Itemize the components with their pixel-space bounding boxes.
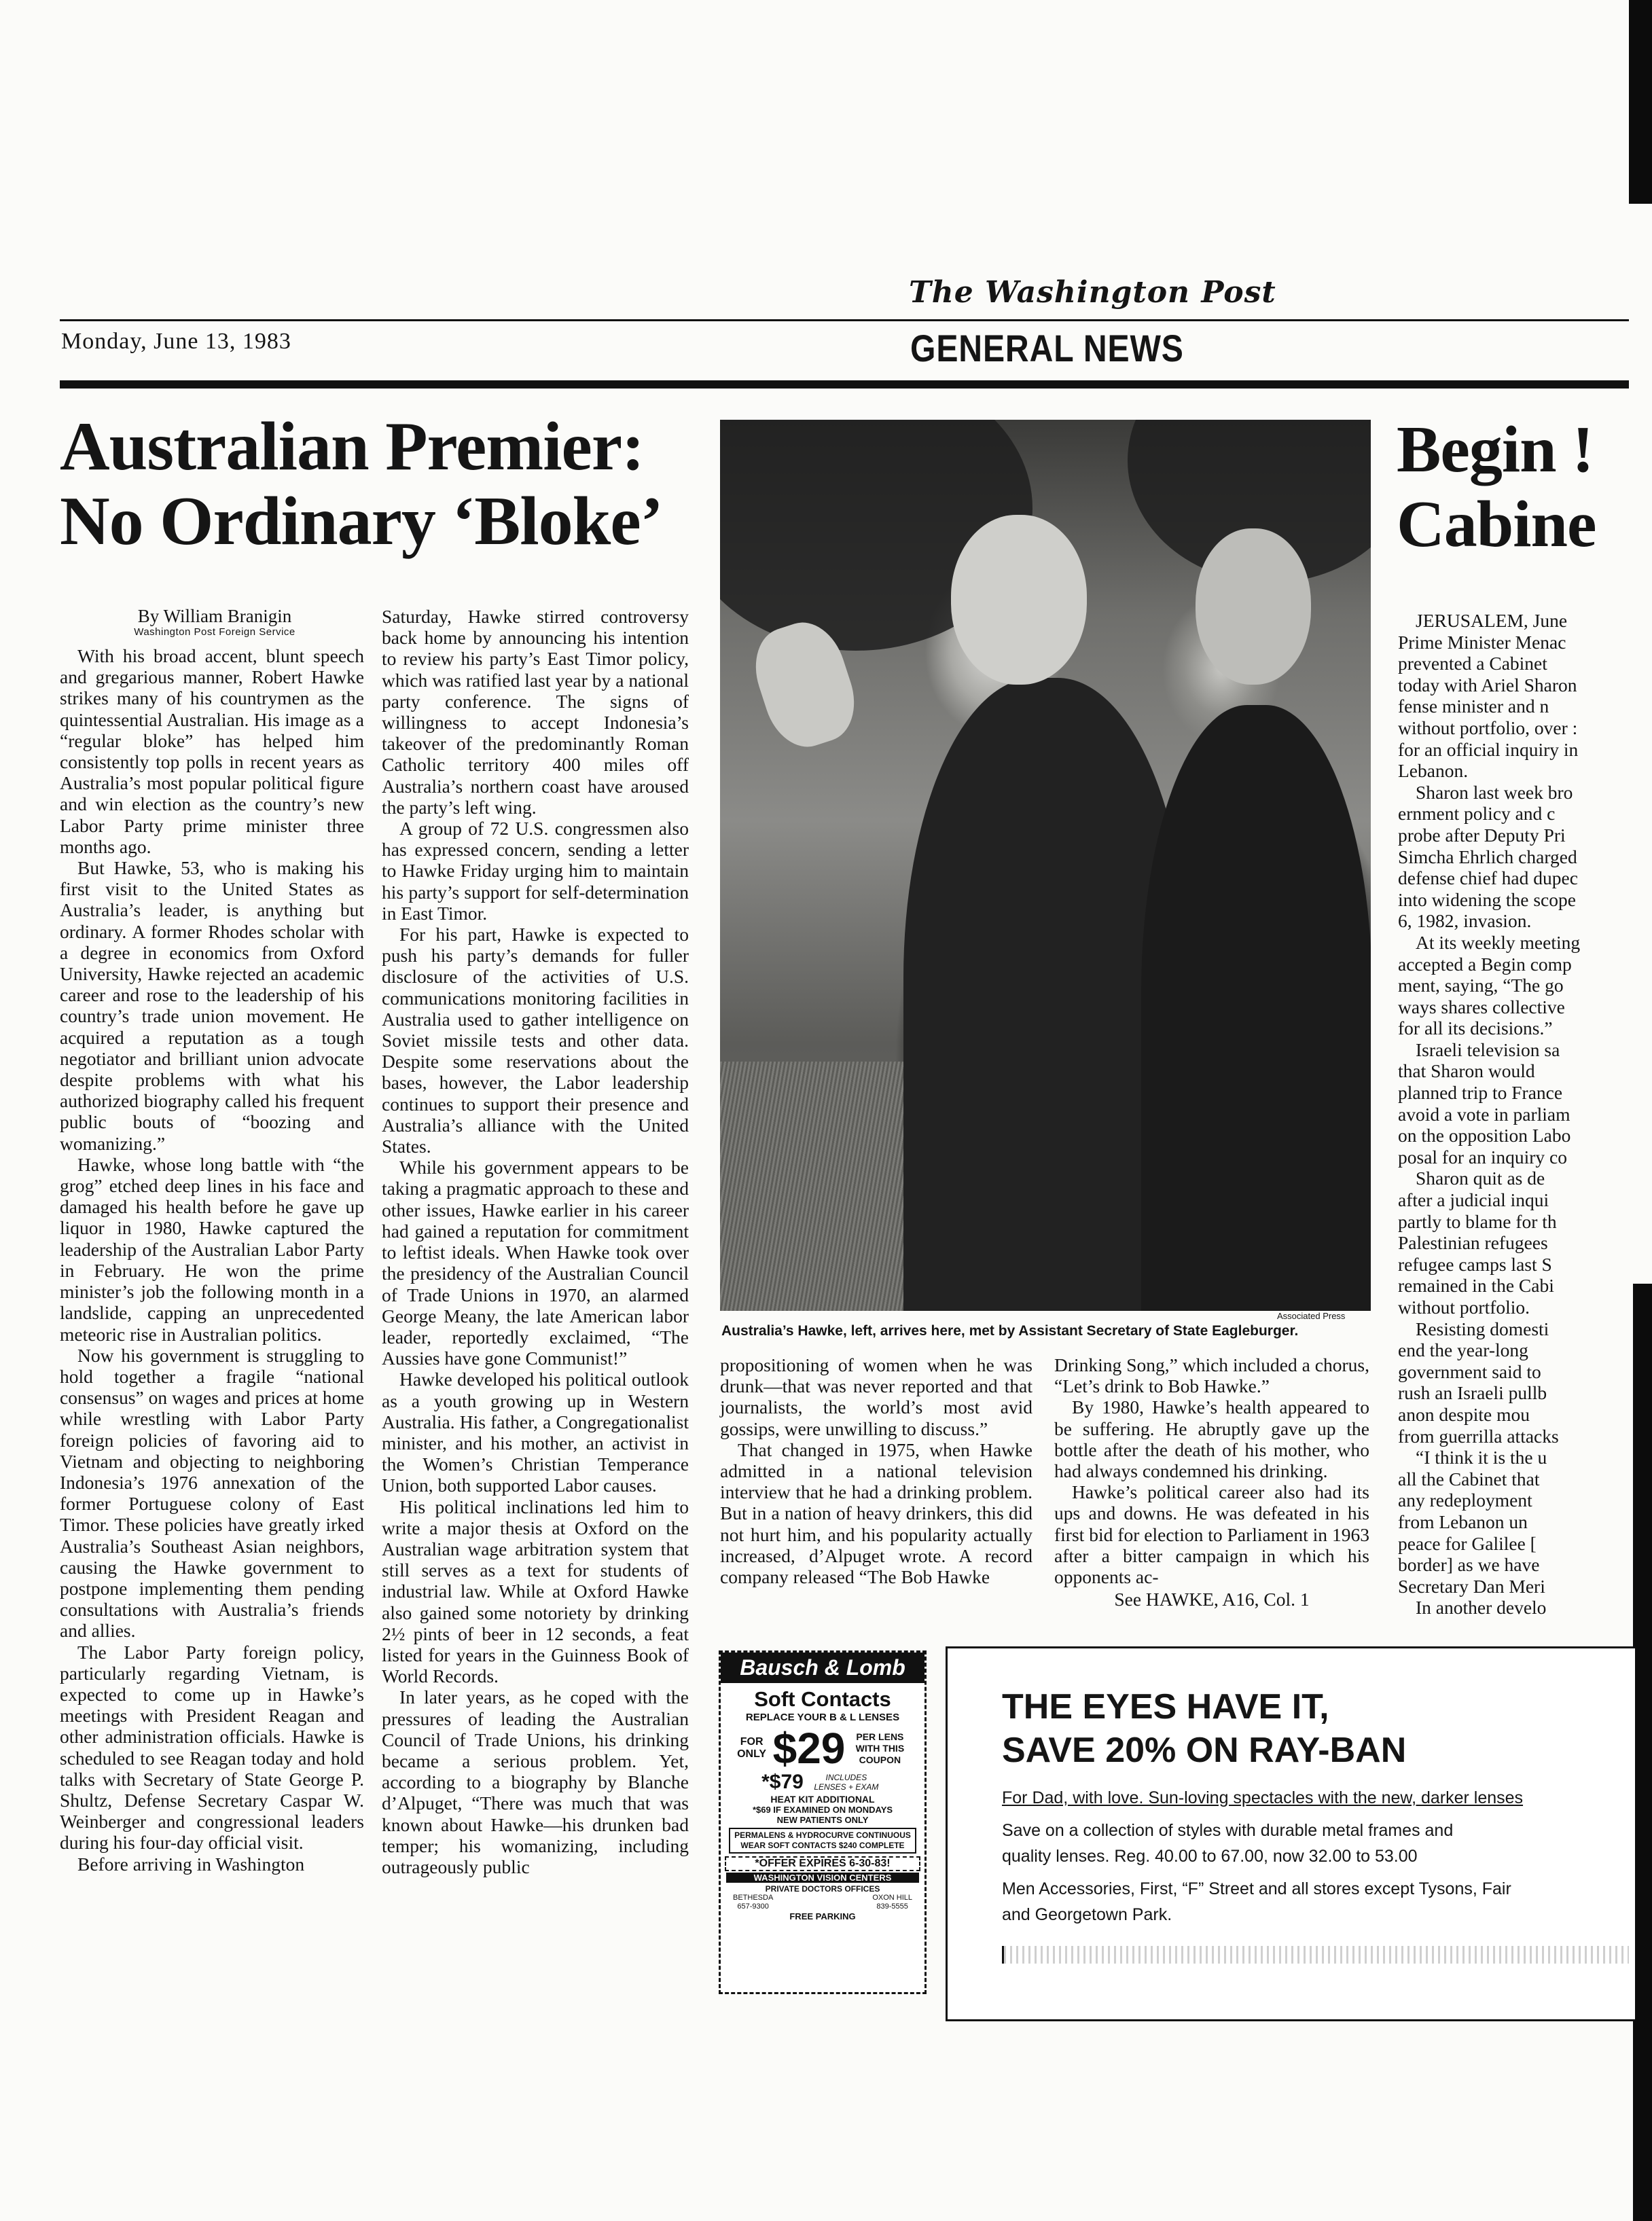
ad-permalens-box: PERMALENS & HYDROCURVE CONTINUOUS WEAR SOFT CONTACTS $240 COMPLETE xyxy=(729,1828,916,1854)
side-line: peace for Galilee [ xyxy=(1398,1532,1537,1554)
side-line: Secretary Dan Meri xyxy=(1398,1575,1545,1597)
ad-includes: INCLUDES LENSES + EXAM xyxy=(814,1773,879,1792)
side-line: 6, 1982, invasion. xyxy=(1398,910,1532,932)
paragraph: Drinking Song,” which included a chorus, “Let’s drink to Bob Hawke.” xyxy=(1054,1354,1369,1397)
side-line: partly to blame for th xyxy=(1398,1210,1557,1232)
side-line: Palestinian refugees xyxy=(1398,1232,1548,1254)
paragraph: For his part, Hawke is expected to push his party’s demands for fuller disclosure of the activities of U.S. communications monitoring facilities in Australia used to gather intelligence on Soviet missile tests and other data. Despite some reservations about the bases, however, the Labor leadership continues to support their presence and Australia’s alliance with the United States. xyxy=(382,924,689,1157)
paragraph: By 1980, Hawke’s health appeared to be suffering. He abruptly gave up the bottle after the death of his mother, who had always condemned his drinking. xyxy=(1054,1396,1369,1482)
side-line: border] as we have xyxy=(1398,1554,1540,1576)
side-line: government said to xyxy=(1398,1360,1541,1382)
side-line: for an official inquiry in xyxy=(1398,738,1579,760)
ad-loc1: BETHESDA xyxy=(733,1894,774,1902)
ad-price: $29 xyxy=(772,1724,846,1773)
side-line: ernment policy and c xyxy=(1398,803,1556,825)
photo-caption: Australia’s Hawke, left, arrives here, met by Assistant Secretary of State Eagleburger. xyxy=(721,1323,1299,1339)
side-line: Sharon quit as de xyxy=(1416,1168,1545,1189)
ad-location-bethesda xyxy=(733,1894,773,1911)
side-line: that Sharon would xyxy=(1398,1060,1535,1082)
rayban-bottom-texture xyxy=(1002,1946,1629,1964)
ad-brand: Bausch & Lomb xyxy=(721,1653,924,1683)
side-line: today with Ariel Sharon xyxy=(1398,674,1577,696)
paragraph: Before arriving in Washington xyxy=(77,1853,305,1875)
side-line: “I think it is the u xyxy=(1416,1447,1547,1468)
side-line: posal for an inquiry co xyxy=(1398,1146,1567,1168)
ad-alt-row xyxy=(721,1771,924,1794)
paragraph: Now his government is struggling to hold together a fragile “national consensus” on wages and prices at home while wrestling with Labor Party foreign policies of favoring aid to Vietnam and objecting to neighboring Indonesia’s 1976 annexation of the former Portuguese colony of East Timor. These policies have greatly irked Australia’s Southeast Asian neighbors, causing the Hawke government to postpone implementing them pending consultations with Australia’s friends and allies. xyxy=(60,1344,364,1642)
ad-phone1: 657-9300 xyxy=(737,1902,769,1911)
ad-parking: FREE PARKING xyxy=(789,1911,856,1921)
ad-offices: PRIVATE DOCTORS OFFICES xyxy=(765,1884,880,1894)
jump-line: See HAWKE, A16, Col. 1 xyxy=(1114,1589,1310,1610)
side-line: Lebanon. xyxy=(1398,760,1469,782)
side-line: refugee camps last S xyxy=(1398,1253,1552,1275)
section-title: GENERAL NEWS xyxy=(910,327,1184,369)
side-line: remained in the Cabi xyxy=(1398,1275,1554,1297)
ad-title: Soft Contacts xyxy=(754,1687,891,1711)
section-rule xyxy=(60,380,1629,389)
side-line: without portfolio, over : xyxy=(1398,717,1578,738)
side-line: At its weekly meeting xyxy=(1416,931,1581,953)
masthead-rule xyxy=(60,319,1629,321)
side-line: for all its decisions.” xyxy=(1398,1017,1553,1039)
paragraph: Hawke’s political career also had its ups and downs. He was defeated in his first bid for election to Parliament in 1963 after a bitter campaign in which his opponents ac- xyxy=(1054,1481,1369,1588)
article-column-2 xyxy=(382,606,689,1877)
headline-line1: Australian Premier: xyxy=(60,408,645,485)
rayban-headline-1: THE EYES HAVE IT, xyxy=(1002,1687,1329,1727)
ad-center: WASHINGTON VISION CENTERS xyxy=(726,1873,919,1883)
photo-face-eagleburger xyxy=(1196,528,1311,685)
side-line: accepted a Begin comp xyxy=(1398,953,1572,975)
paragraph: Saturday, Hawke stirred controversy back home by announcing his intention to review his party’s East Timor policy, which was ratified last year by a national party conference. The signs of willingness to accept Indonesia’s takeover of the predominantly Roman Catholic territory 400 miles off Australia’s northern coast have aroused the party’s left wing. xyxy=(382,606,689,818)
side-line: rush an Israeli pullb xyxy=(1398,1382,1547,1404)
side-line: end the year-long xyxy=(1398,1339,1528,1361)
side-line: probe after Deputy Pri xyxy=(1398,824,1566,846)
side-line: from Lebanon un xyxy=(1398,1511,1528,1532)
side-line: Resisting domesti xyxy=(1416,1318,1549,1339)
paragraph: A group of 72 U.S. congressmen also has expressed concern, sending a letter to Hawke Friday urging him to maintain his party’s support for self-determination in East Timor. xyxy=(382,818,689,924)
paragraph: With his broad accent, blunt speech and gregarious manner, Robert Hawke strikes many of his countrymen as the quintessential Australian. His image as a “regular bloke” has helped him consistently top polls in recent years as Australia’s most popular political figure and win election as the country’s new Labor Party prime minister three months ago. xyxy=(60,645,364,857)
side-line: ment, saying, “The go xyxy=(1398,975,1564,996)
side-headline-line1: Begin ! xyxy=(1397,413,1594,486)
side-line: fense minister and n xyxy=(1398,696,1549,717)
side-line: into widening the scope xyxy=(1398,888,1576,910)
rayban-ad xyxy=(946,1646,1635,2021)
photo-credit: Associated Press xyxy=(1277,1311,1346,1321)
side-line: prevented a Cabinet xyxy=(1398,653,1547,674)
paragraph: Hawke, whose long battle with “the grog” etched deep lines in his face and damaged his health before he gave up liquor in 1980, Hawke captured the leadership of the Australian Labor Party in February. He won the prime minister’s job the following month in a landslide, capping an unprecedented meteoric rise in Australian politics. xyxy=(60,1153,364,1345)
paragraph: Hawke developed his political outlook as a youth growing up in Western Australia. His father, a Congregationalist minister, and his mother, an activist in the Women’s Christian Temperance Union, both supported Labor causes. xyxy=(382,1369,689,1496)
scan-edge-bar-lower xyxy=(1633,1284,1652,2221)
side-line: Simcha Ehrlich charged xyxy=(1398,846,1577,867)
paragraph: The Labor Party foreign policy, particularly regarding Vietnam, is expected to come up in Hawke’s meetings with President Reagan and other administration officials. Hawke is scheduled to see Reagan today and hold talks with Secretary of State George P. Shultz, Defense Secretary Caspar W. Weinberger and congressional leaders during his four-day official visit. xyxy=(60,1641,364,1854)
ad-new-patients: NEW PATIENTS ONLY xyxy=(776,1815,869,1825)
headline-line2: No Ordinary ‘Bloke’ xyxy=(60,483,663,560)
paragraph: His political inclinations led him to write a major thesis at Oxford on the Australian wage arbitration system that still serves as a text for students of industrial law. While at Oxford Hawke also gained some notoriety by drinking 2½ pints of beer in 12 seconds, a feat listed for years in the Guinness Book of World Records. xyxy=(382,1496,689,1687)
ad-sub: REPLACE YOUR B & L LENSES xyxy=(745,1712,900,1723)
news-photo xyxy=(720,420,1371,1311)
paragraph: propositioning of women when he was drunk—that was never reported and that journalists, the world’s most avid gossips, were unwilling to discuss.” xyxy=(720,1354,1032,1439)
side-line: without portfolio. xyxy=(1398,1297,1530,1318)
masthead-name: The Washington Post xyxy=(909,275,1276,310)
side-line: all the Cabinet that xyxy=(1398,1468,1540,1489)
article-column-1 xyxy=(60,645,364,1875)
paragraph: While his government appears to be taking a pragmatic approach to these and other issues, Hawke earlier in his career had gained a reputation for commitment to leftist ideals. When Hawke took over the presidency of the Australian Council of Trade Unions in 1970, an alarmed George Meany, the late American labor leader, reportedly exclaimed, “The Aussies have gone Communist!” xyxy=(382,1157,689,1369)
paragraph: That changed in 1975, when Hawke admitted in a national television interview that he had a drinking problem. But in a nation of heavy drinkers, this did not hurt him, and his popularity actually increased, d’Alpuget wrote. A record company released “The Bob Hawke xyxy=(720,1439,1032,1588)
rayban-body-3: Men Accessories, First, “F” Street and all stores except Tysons, Fair xyxy=(1002,1879,1511,1898)
side-line: JERUSALEM, June xyxy=(1416,610,1568,631)
rayban-tagline: For Dad, with love. Sun-loving spectacles with the new, darker lenses xyxy=(1002,1788,1524,1807)
rayban-headline-2: SAVE 20% ON RAY-BAN xyxy=(1002,1731,1407,1770)
photo-face-hawke xyxy=(951,515,1087,685)
ad-loc2: OXON HILL xyxy=(872,1894,912,1902)
ad-locations xyxy=(721,1894,924,1911)
ad-mondays: *$69 IF EXAMINED ON MONDAYS xyxy=(752,1805,893,1815)
side-article-column xyxy=(1398,610,1629,1619)
ad-for-only: FOR ONLY xyxy=(737,1736,767,1760)
rayban-body-4: and Georgetown Park. xyxy=(1002,1905,1172,1924)
side-line: after a judicial inqui xyxy=(1398,1189,1549,1211)
side-line: from guerrilla attacks xyxy=(1398,1425,1559,1447)
side-line: ways shares collective xyxy=(1398,996,1565,1017)
byline-block xyxy=(62,606,367,638)
ad-expires: *OFFER EXPIRES 6-30-83! xyxy=(725,1856,920,1871)
side-line: In another develo xyxy=(1416,1597,1547,1619)
bausch-lomb-ad xyxy=(719,1650,927,1994)
side-line: avoid a vote in parliam xyxy=(1398,1103,1570,1125)
byline: By William Branigin xyxy=(137,606,292,626)
ad-alt-price: *$79 xyxy=(761,1771,804,1793)
side-line: defense chief had dupec xyxy=(1398,867,1578,889)
side-headline-line2: Cabine xyxy=(1397,488,1596,561)
byline-org: Washington Post Foreign Service xyxy=(134,626,295,638)
ad-kit: HEAT KIT ADDITIONAL xyxy=(770,1794,875,1805)
side-line: any redeployment xyxy=(1398,1489,1532,1511)
side-line: on the opposition Labo xyxy=(1398,1125,1571,1146)
ad-price-row xyxy=(721,1726,924,1771)
rayban-body-2: quality lenses. Reg. 40.00 to 67.00, now 32.00 to 53.00 xyxy=(1002,1847,1418,1866)
ad-phone2: 839-5555 xyxy=(876,1902,908,1911)
masthead-date: Monday, June 13, 1983 xyxy=(61,329,291,354)
side-line: Prime Minister Menac xyxy=(1398,631,1566,653)
ad-location-oxon-hill xyxy=(872,1894,912,1911)
paragraph: But Hawke, 53, who is making his first visit to the United States as Australia’s leader, is anything but ordinary. A former Rhodes scholar with a degree in economics from Oxford University, Hawke rejected an academic career and rose to the leadership of his country’s trade union movement. He acquired a reputation as a tough negotiator and brilliant union advocate despite problems with what his authorized biography called his frequent public bouts of “boozing and womanizing.” xyxy=(60,857,364,1154)
side-line: Israeli television sa xyxy=(1416,1039,1560,1060)
rayban-body-1: Save on a collection of styles with durable metal frames and xyxy=(1002,1821,1454,1840)
side-line: Sharon last week bro xyxy=(1416,781,1573,803)
paragraph: In later years, as he coped with the pressures of leading the Australian Council of Trade Unions, his drinking became a serious problem. Yet, according to a biography by Blanche d’Alpuget, “There was much that was known about Hawke—his drunken bad temper; his womanizing, including outrageously public xyxy=(382,1686,689,1877)
article-column-4 xyxy=(1054,1354,1369,1610)
article-column-3 xyxy=(720,1354,1032,1587)
photo-figure-eagleburger xyxy=(1141,705,1371,1311)
side-line: planned trip to France xyxy=(1398,1082,1563,1104)
ad-per-lens: PER LENS WITH THIS COUPON xyxy=(855,1731,905,1765)
side-line: anon despite mou xyxy=(1398,1403,1530,1425)
scan-edge-bar xyxy=(1629,0,1652,204)
